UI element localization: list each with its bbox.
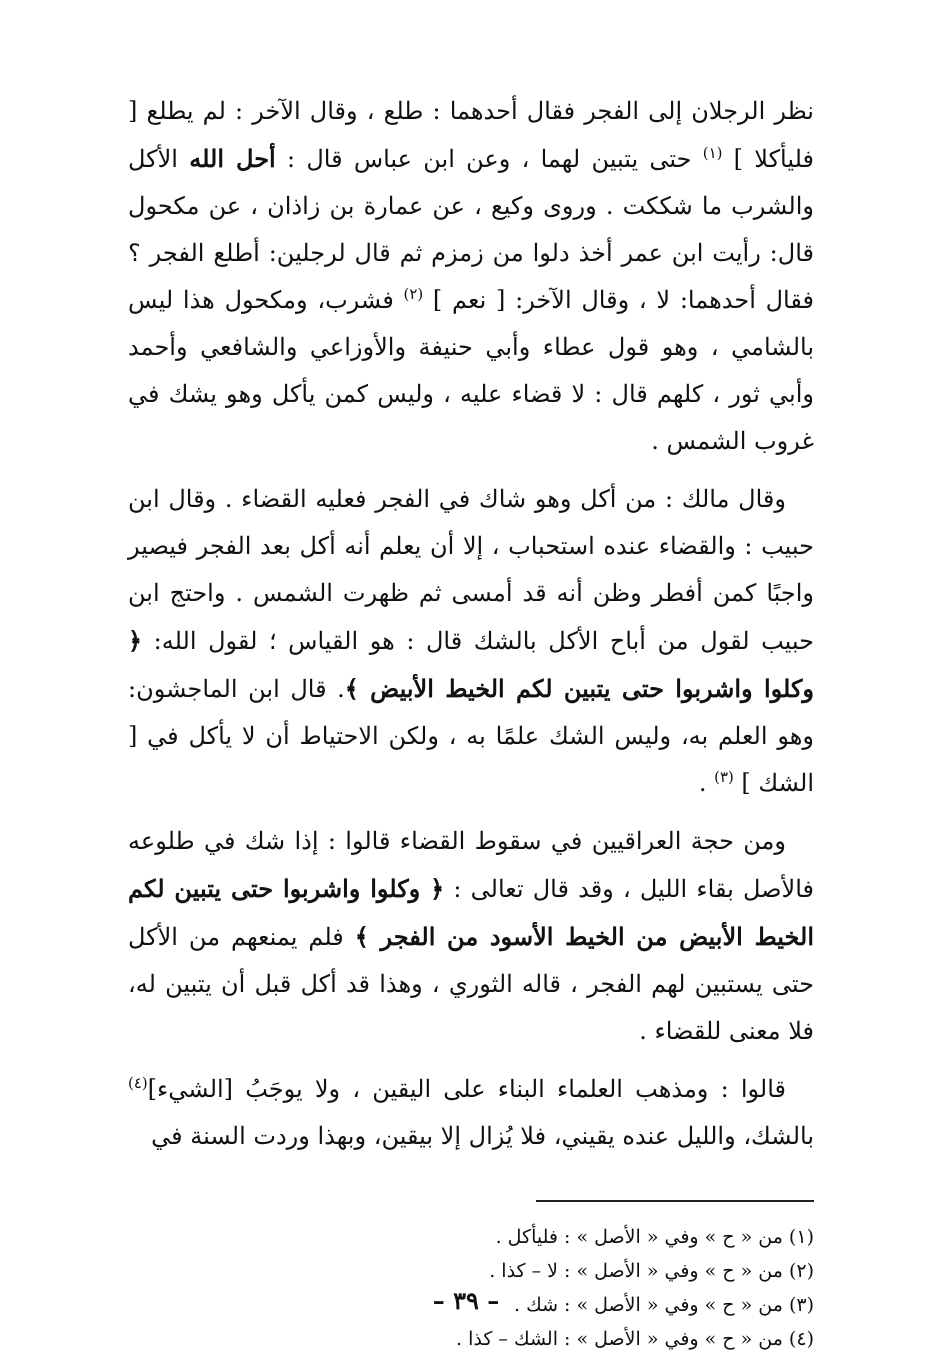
- footnote-ref-3: (٣): [714, 768, 734, 786]
- footnote-ref-1: (١): [702, 144, 723, 162]
- text-run: الأكل والشرب ما شككت . وروى وكيع ، عن عمارة بن زاذان ، عن مكحول قال: رأيت ابن عمر أخذ دلوا من زمزم ثم قال لرجلين: أطلع الفجر ؟ فقال أحدهما: لا ، وقال الآخر: [ نعم ]: [128, 145, 814, 314]
- page-body: [128, 88, 814, 1371]
- paragraph-4: [128, 1066, 814, 1160]
- bold-phrase: أحل الله: [189, 144, 276, 173]
- paragraph-2: [128, 476, 814, 807]
- paragraph-3: [128, 818, 814, 1055]
- paragraph-1: [128, 88, 814, 465]
- text-run: فشرب، ومكحول هذا ليس بالشامي ، وهو قول عطاء وأبي حنيفة والأوزاعي والشافعي وأحمد وأبي ثور ، كلهم قال : لا قضاء عليه ، وليس كمن يأكل وهو يشك في غروب الشمس .: [128, 286, 814, 455]
- footnote-2: (٢) من « ح » وفي « الأصل » : لا – كذا .: [489, 1260, 814, 1282]
- text-run: بالشك، والليل عنده يقيني، فلا يُزال إلا بيقين، وبهذا وردت السنة في: [151, 1122, 814, 1150]
- page-number: – ٣٩ –: [432, 1286, 500, 1315]
- text-run: .: [698, 769, 715, 797]
- text-run: . قال ابن الماجشون: وهو العلم به، وليس الشك علمًا به ، ولكن الاحتياط أن لا يأكل في [ الشك ]: [128, 675, 814, 797]
- text-run: فلم يمنعهم من الأكل حتى يستبين لهم الفجر ، قاله الثوري ، وهذا قد أكل قبل أن يتبين له، فلا معنى للقضاء .: [128, 923, 814, 1045]
- text-run: نظر الرجلان إلى الفجر فقال أحدهما : طلع ، وقال الآخر : لم يطلع [ فليأكلا ]: [128, 97, 814, 173]
- footnote-ref-2: (٢): [403, 285, 424, 303]
- text-run: حتى يتبين لهما ، وعن ابن عباس قال :: [275, 145, 703, 173]
- quran-verse: ﴿ وكلوا واشربوا حتى يتبين لكم الخيط الأبيض من الخيط الأسود من الفجر ﴾: [128, 874, 814, 951]
- text-run: ومن حجة العراقيين في سقوط القضاء قالوا : إذا شك في طلوعه فالأصل بقاء الليل ، وقد قال تعالى :: [128, 827, 814, 903]
- footnote-4: (٤) من « ح » وفي « الأصل » : الشك – كذا .: [456, 1328, 814, 1350]
- footnote-1: (١) من « ح » وفي « الأصل » : فليأكل .: [495, 1226, 814, 1248]
- quran-verse: ﴿ وكلوا واشربوا حتى يتبين لكم الخيط الأبيض ﴾: [128, 626, 814, 703]
- text-run: قالوا : ومذهب العلماء البناء على اليقين ، ولا يوجَبُ [الشيء]: [147, 1075, 786, 1103]
- footnote-3: (٣) من « ح » وفي « الأصل » : شك .: [514, 1294, 814, 1316]
- footnote-divider: [536, 1200, 814, 1202]
- footnote-ref-4: (٤): [128, 1074, 148, 1092]
- text-run: وقال مالك : من أكل وهو شاك في الفجر فعليه القضاء . وقال ابن حبيب : والقضاء عنده استحباب ، إلا أن يعلم أنه أكل بعد الفجر فيصير واجبًا كمن أفطر وظن أنه قد أمسى ثم ظهرت الشمس . واحتج ابن حبيب لقول من أباح الأكل بالشك قال : هو القياس ؛ لقول الله:: [128, 485, 814, 655]
